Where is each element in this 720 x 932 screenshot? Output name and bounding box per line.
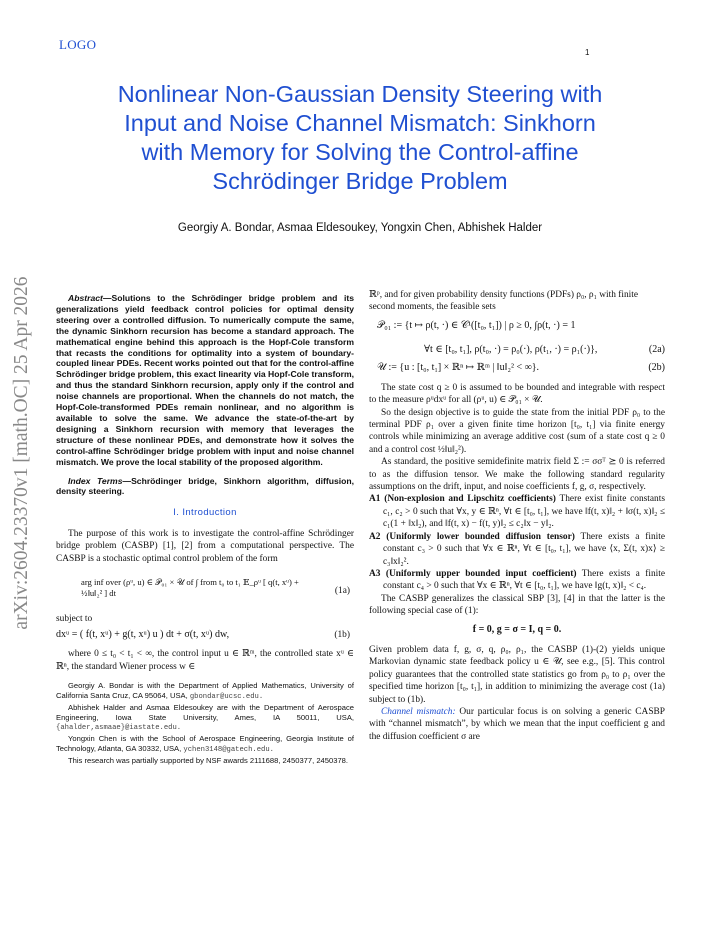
section-title: I. Introduction [173, 507, 237, 519]
diffusion-tensor-paragraph: As standard, the positive semidefinite matrix field Σ := σσᵀ ⪰ 0 is referred to as the diffusion tensor. We make the following standard regularity assumptions on the drift, input, and noise coefficients f, g, σ, respectively. [369, 457, 665, 493]
author-list: Georgiy A. Bondar, Asmaa Eldesoukey, Yongxin Chen, Abhishek Halder [177, 222, 543, 234]
special-case-equation: f = 0, g = σ = I, q = 0. [472, 623, 562, 635]
assumption-a2: A2 (Uniformly lower bounded diffusion tensor) There exists a finite constant c₃ > 0 such that ∀x ∈ ℝⁿ, ∀t ∈ [t₀, t₁], we have ⟨x, Σ(t, x)x⟩ ≥ c₃‖x‖₂². [369, 531, 666, 567]
right-intro: ℝᵖ, and for given probability density functions (PDFs) ρ₀, ρ₁ with finite second moments, the feasible sets [369, 290, 639, 313]
channel-mismatch-text: Our particular focus is on solving a generic CASBP with “channel mismatch”, by which we mean that the input coefficient g and the diffusion coefficient σ are [369, 706, 666, 742]
equation-1a-body: arg inf over (ρᵘ, u) ∈ 𝒫₀₁ × 𝒰 of ∫ from t₀ to t₁ 𝔼_ρᵘ [ q(t, xᵘ) + ½‖u‖₂² ] dt [81, 576, 299, 598]
equation-2b-label: (2b) [648, 361, 665, 373]
abstract [56, 293, 354, 468]
equation-1a-label: (1a) [334, 585, 350, 596]
footnotes [56, 681, 354, 765]
arxiv-stamp [6, 248, 38, 658]
left-column [56, 293, 354, 766]
equation-1b-body: dxᵘ = ( f(t, xᵘ) + g(t, xᵘ) u ) dt + σ(t, xᵘ) dw, [56, 629, 230, 641]
equation-1b [56, 628, 354, 644]
casbp-paragraph: The CASBP generalizes the classical SBP [3], [4] in that the latter is the following special case of (1): [369, 593, 665, 617]
equation-2a-label: (2a) [648, 343, 665, 355]
title-line: Input and Noise Channel Mismatch: Sinkhorn [124, 110, 596, 136]
right-column [369, 289, 665, 743]
footnote: Yongxin Chen is with the School of Aerospace Engineering, Georgia Institute of Technology, Atlanta, GA 30332, USA, ychen3148@gatech.edu. [56, 734, 354, 754]
state-cost-paragraph: The state cost q ≥ 0 is assumed to be bounded and integrable with respect to the measure ρᵘdxᵘ for all (ρᵘ, u) ∈ 𝒫₀₁ × 𝒰. [369, 382, 665, 406]
arxiv-stamp-text: arXiv:2604.23370v1 [math.OC] 25 Apr 2026 [11, 276, 32, 630]
logo: LOGO [59, 37, 97, 52]
design-paragraph: So the design objective is to guide the state from the initial PDF ρ₀ to the terminal PDF ρ₁ over a given finite time horizon [t₀, t₁] via finite energy controls while minimizing an average additive cost (sum of a state cost q ≥ 0 and a control cost ½‖u‖₂²). [369, 407, 665, 455]
footnote-email: gbondar@ucsc.edu. [189, 692, 264, 701]
set-u: 𝒰 := {u : [t₀, t₁] × ℝⁿ ↦ ℝᵐ | ‖u‖₂² < ∞}. [377, 361, 540, 373]
equation-1a [56, 573, 354, 609]
footnote: This research was partially supported by NSF awards 2111688, 2450377, 2450378. [68, 755, 349, 765]
set-p01: 𝒫₀₁ := {t ↦ ρ(t, ·) ∈ 𝒞¹([t₀, t₁]) | ρ ≥ 0, ∫ρ(t, ·) = 1 [377, 319, 576, 331]
assumption-a1: A1 (Non-explosion and Lipschitz coefficients) There exist finite constants c₁, c₂ > 0 such that ∀x, y ∈ ℝⁿ, ∀t ∈ [t₀, t₁], we have ‖f(t, x)‖₂ + ‖σ(t, x)‖₂ ≤ c₁(1 + ‖x‖₂), and ‖f(t, x) − f(t, y)‖₂ ≤ c₂‖x − y‖₂. [369, 494, 665, 530]
abstract-label: Abstract— [68, 293, 112, 303]
after-equation-paragraph: where 0 ≤ t₀ < t₁ < ∞, the control input u ∈ ℝᵐ, the controlled state xᵘ ∈ ℝⁿ, the standard Wiener process w ∈ [56, 649, 354, 672]
set-p01-cont: ∀t ∈ [t₀, t₁], ρ(t₀, ·) = ρ₀(·), ρ(t₁, ·) = ρ₁(·)}, [424, 343, 598, 355]
intro-paragraph: The purpose of this work is to investigate the control-affine Schrödinger bridge problem (CASBP) [1], [2] from a computational perspective. The CASBP is a stochastic optimal control problem of the form [56, 528, 354, 564]
footnote-email: {ahalder,asmaae}@iastate.edu. [56, 724, 182, 733]
equation-1b-label: (1b) [334, 630, 350, 641]
page-number: 1 [585, 48, 590, 57]
abstract-text: Solutions to the Schrödinger bridge problem and its generalizations yield feedback control policies for optimal density steering over a controlled diffusion. To numerically compute the same, the dynamic Sinkhorn recursion has become a standard approach. The mathematical engine behind this approach is the Hopf-Cole transform that recasts the conditions for optimality into a system of boundary-coupled linear PDEs. Recent works pointed out that for the control-affine Schrödinger bridge problem, this exact linearity via Hopf-Cole transform, and thus the standard Sinkhorn recursion, apply only if the control and noise channels are proportional. When the channels do not match, the Hopf-Cole-transformed PDEs remain nonlinear, and no algorithm is available to solve the same. We advance the state-of-the-art by designing a Sinkhorn recursion with memory that leverages the structure of these nonlinear PDEs, and demonstrate how it solves the control-affine Schrödinger bridge problem with input and noise channel mismatch. We prove the local stability of the proposed algorithm. [56, 293, 354, 467]
paper-title [60, 80, 660, 196]
feasible-sets [369, 318, 665, 376]
title-line: Schrödinger Bridge Problem [212, 168, 508, 194]
footnote: Abhishek Halder and Asmaa Eldesoukey are with the Department of Aerospace Engineering, Iowa State University, Ames, IA 50011, USA, {ahalder,asmaae}@iastate.edu. [56, 702, 354, 733]
footnote-email: ychen3148@gatech.edu. [183, 745, 274, 754]
index-terms-text: Schrödinger bridge, Sinkhorn algorithm, diffusion, density steering. [56, 475, 354, 497]
channel-mismatch-label: Channel mismatch: [381, 706, 456, 717]
index-terms-label: Index Terms— [68, 475, 132, 486]
assumption-a3: A3 (Uniformly upper bounded input coefficient) There exists a finite constant c₄ > 0 such that ∀x ∈ ℝⁿ, ∀t ∈ [t₀, t₁], we have ‖g(t, x)‖₂ < c₄. [369, 568, 665, 592]
subject-to: subject to [56, 613, 93, 624]
channel-mismatch-paragraph [369, 706, 665, 743]
title-line: with Memory for Solving the Control-affine [141, 139, 579, 165]
problem-paragraph: Given problem data f, g, σ, q, ρ₀, ρ₁, the CASBP (1)-(2) yields unique Markovian dynamic state feedback policy u ∈ 𝒰, see e.g., [5]. This control policy guarantees that the controlled state statistics go from ρ₀ to ρ₁ over the specified time horizon [t₀, t₁], in addition to minimizing the average cost (1a) subject to (1b). [369, 644, 665, 705]
title-line: Nonlinear Non-Gaussian Density Steering with [117, 81, 603, 107]
footnote: Georgiy A. Bondar is with the Department of Applied Mathematics, University of California Santa Cruz, CA 95064, USA, gbondar@ucsc.edu. [56, 681, 354, 701]
assumptions-list [369, 493, 665, 592]
index-terms [56, 476, 354, 498]
